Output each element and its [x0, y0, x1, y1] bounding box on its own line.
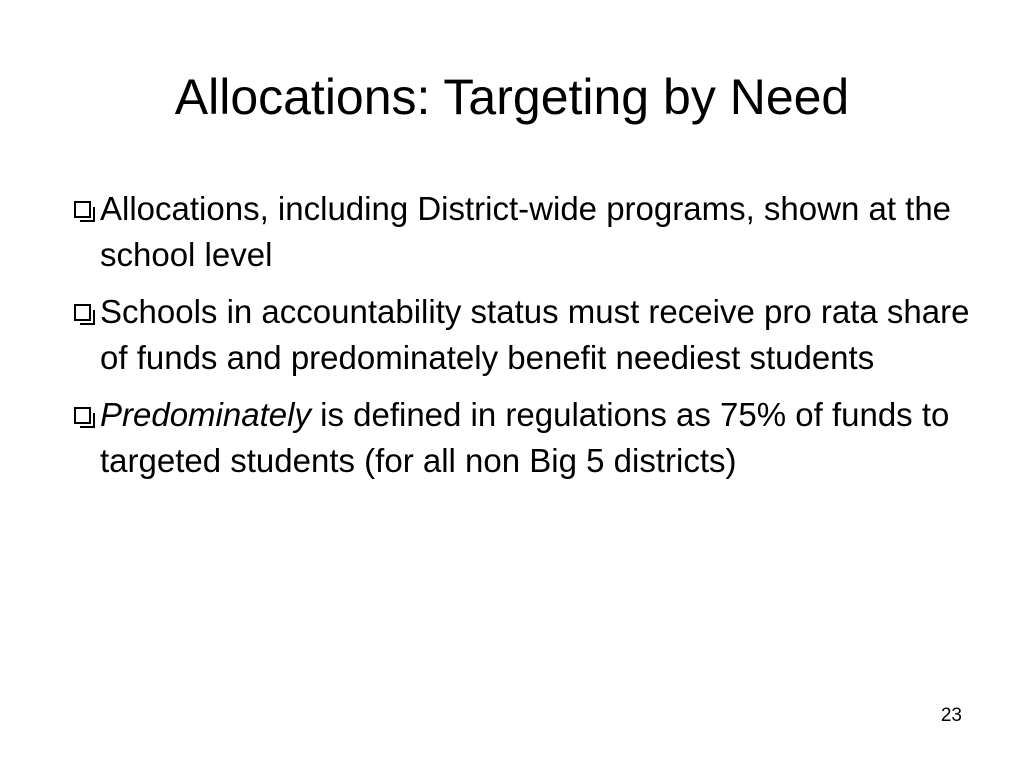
bullet-text: is defined in regulations as 75% of funds to targeted students (for all non Big 5 districts) — [100, 396, 950, 479]
bullet-item-predominately — [72, 392, 982, 484]
bullet-list — [72, 186, 982, 495]
bullet-emphasis: Predominately — [100, 396, 311, 433]
checkbox-square-icon — [74, 407, 91, 424]
checkbox-square-icon — [74, 201, 91, 218]
bullet-text: Allocations, including District-wide programs, shown at the school level — [100, 190, 952, 273]
checkbox-square-icon — [74, 304, 91, 321]
bullet-text: Schools in accountability status must receive pro rata share of funds and predominately benefit neediest students — [100, 293, 970, 376]
bullet-item-accountability — [72, 289, 982, 381]
bullet-item-allocations — [72, 186, 982, 278]
page-number: 23 — [940, 705, 962, 726]
slide-title: Allocations: Targeting by Need — [174, 69, 850, 125]
